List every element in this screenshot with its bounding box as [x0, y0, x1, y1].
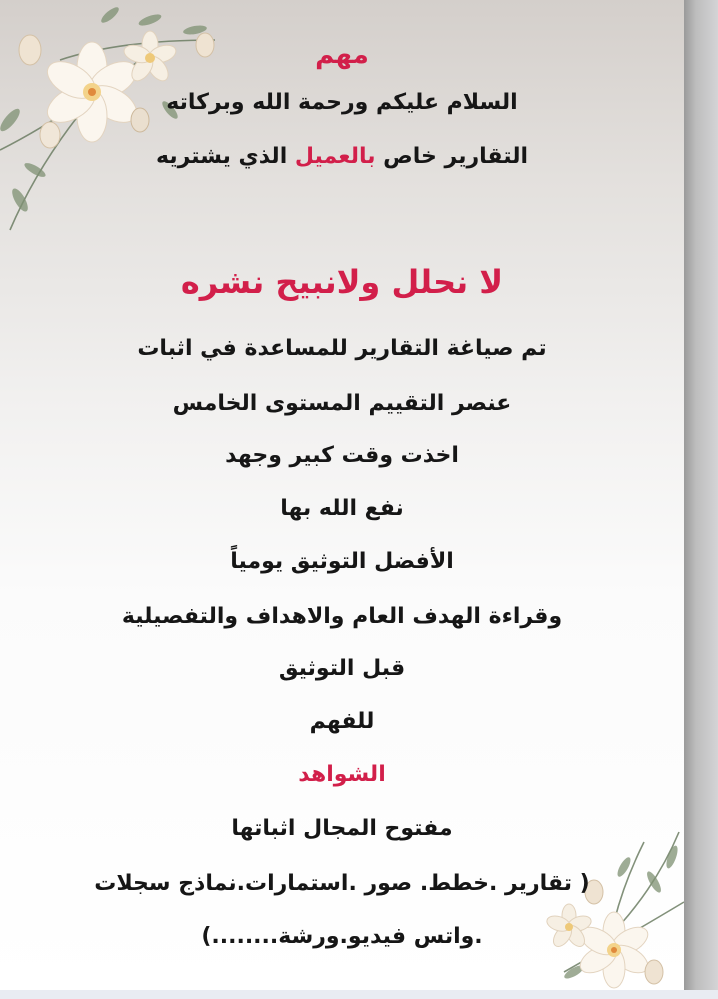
floral-decoration-top-left	[0, 0, 230, 240]
body-line: الأفضل التوثيق يومياً	[230, 549, 454, 574]
viewer-bottom-edge	[0, 990, 718, 999]
client-line-after: الذي يشتريه	[155, 144, 295, 169]
client-line	[0, 142, 684, 172]
body-line: نفع الله بها	[280, 496, 404, 521]
body-line: للفهم	[309, 709, 375, 734]
viewer-side-edge	[684, 0, 718, 999]
warning-heading: لا نحلل ولانبيح نشره	[180, 263, 504, 301]
body-line: تم صياغة التقارير للمساعدة في اثبات	[137, 336, 547, 361]
body-line: عنصر التقييم المستوى الخامس	[172, 391, 512, 416]
document-title: مهم	[315, 40, 369, 70]
client-line-highlight: بالعميل	[294, 144, 376, 169]
client-line-before: التقارير خاص	[375, 144, 529, 169]
evidence-line: .واتس فيديو.ورشة........)	[201, 924, 483, 949]
body-line: وقراءة الهدف العام والاهداف والتفصيلية	[121, 604, 563, 629]
body-line: قبل التوثيق	[278, 656, 406, 681]
evidence-line: ( تقارير .خطط. صور .استمارات.نماذج سجلات	[94, 871, 590, 896]
body-line: اخذت وقت كبير وجهد	[225, 443, 459, 468]
evidence-line: مفتوح المجال اثباتها	[231, 816, 453, 841]
greeting-line: السلام عليكم ورحمة الله وبركاته	[166, 90, 518, 115]
floral-decoration-bottom-right	[504, 822, 684, 990]
evidence-heading: الشواهد	[298, 762, 386, 787]
